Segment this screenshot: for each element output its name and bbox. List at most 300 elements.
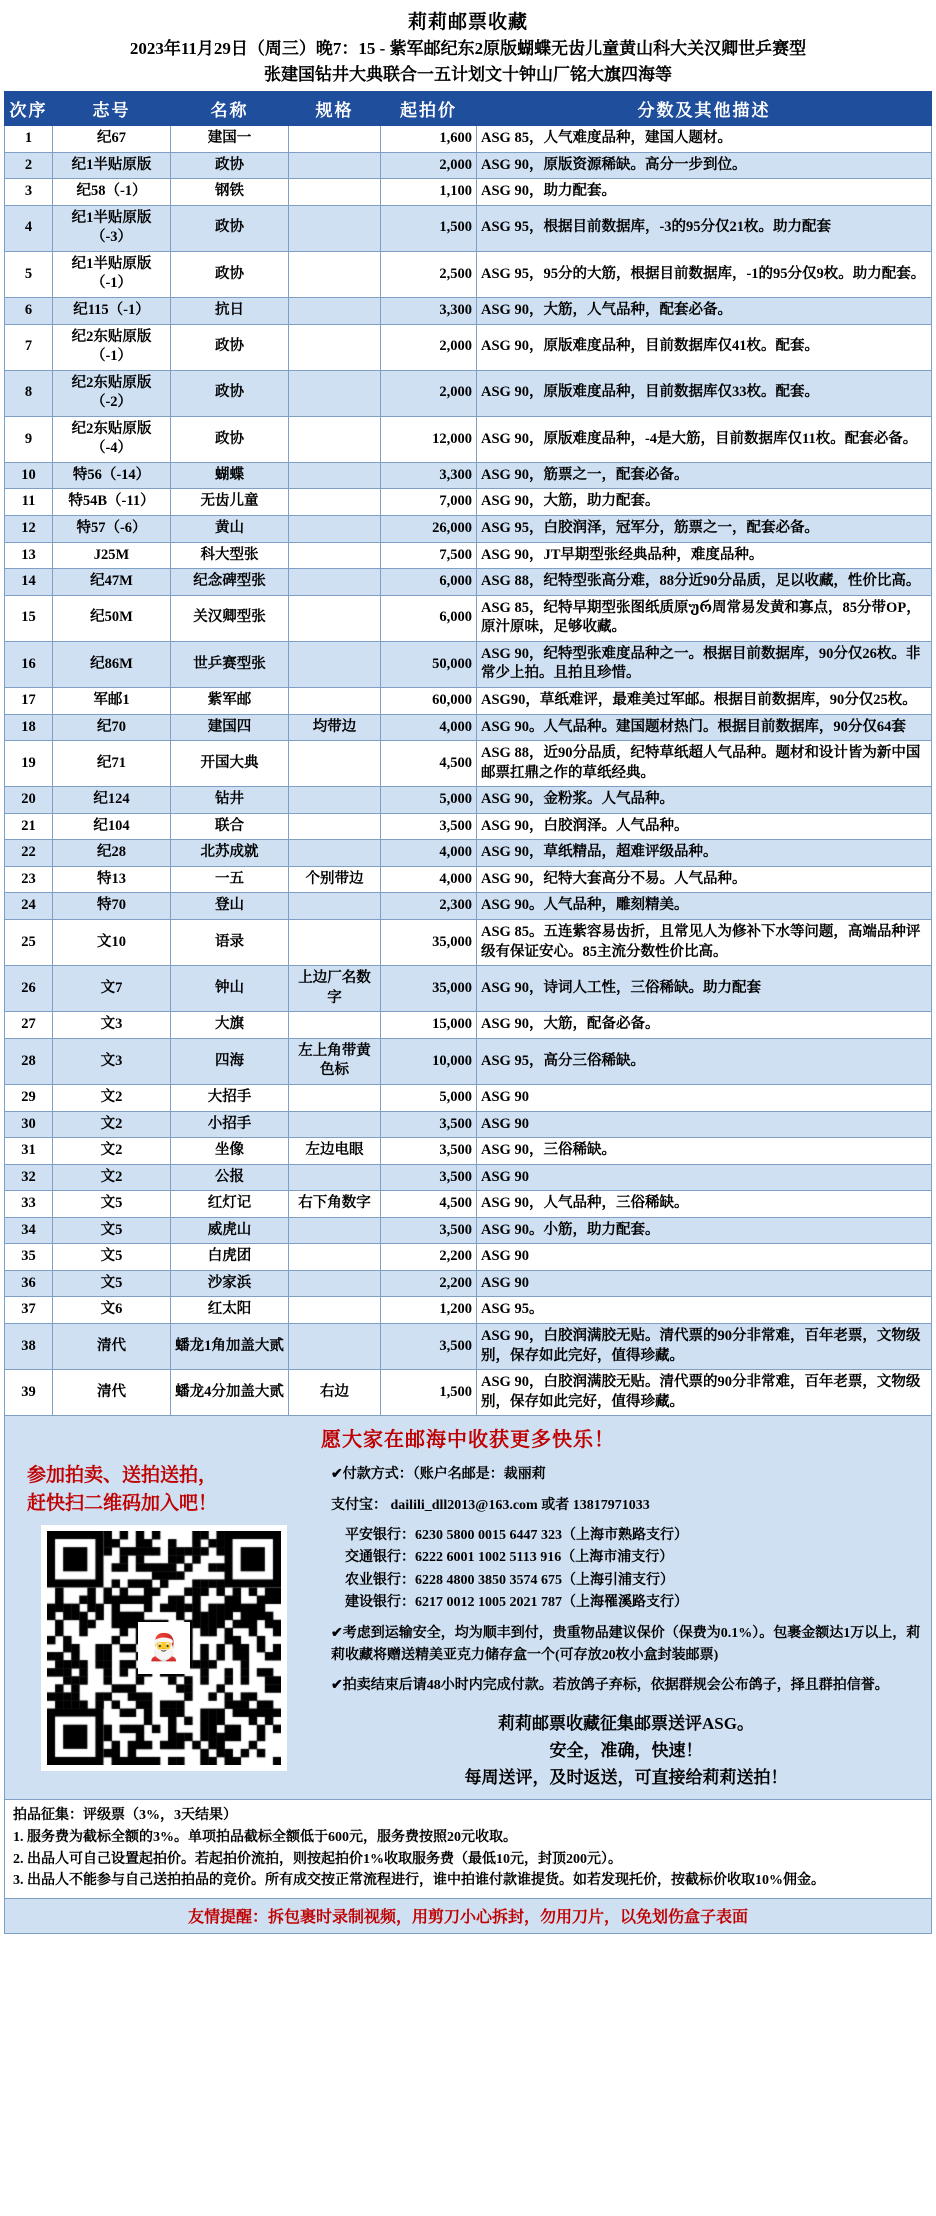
cell-description: ASG 95。	[477, 1297, 932, 1324]
cell-name: 钻井	[171, 787, 289, 814]
promo-call-line-1: 参加拍卖、送拍送拍，	[27, 1465, 218, 1487]
cell-spec	[289, 205, 381, 251]
cell-price: 2,000	[381, 152, 477, 179]
table-row	[5, 1191, 932, 1218]
cell-description: ASG 88，纪特型张高分难，88分近90分品质，足以收藏，性价比高。	[477, 569, 932, 596]
cell-spec	[289, 787, 381, 814]
table-row	[5, 1084, 932, 1111]
cell-spec	[289, 893, 381, 920]
table-row	[5, 840, 932, 867]
cell-price: 3,500	[381, 1164, 477, 1191]
cell-index: 13	[5, 542, 53, 569]
subtitle-line-1: 2023年11月29日（周三）晚7：15 - 紫军邮纪东2原版蝴蝶无齿儿童黄山科大关汉卿世乒赛型	[129, 39, 807, 58]
column-header-index: 次序	[5, 92, 53, 126]
cell-description: ASG 90，纪特型张难度品种之一。根据目前数据库，90分仅26枚。非常少上拍。且拍且珍惜。	[477, 641, 932, 687]
cell-index: 36	[5, 1270, 53, 1297]
cell-code: 纪115（-1）	[53, 297, 171, 324]
footer-reminder: 友情提醒：拆包裹时录制视频，用剪刀小心拆封，勿用刀片，以免划伤盒子表面	[4, 1899, 932, 1934]
cell-name: 沙家浜	[171, 1270, 289, 1297]
column-header-price: 起拍价	[381, 92, 477, 126]
cell-spec	[289, 1217, 381, 1244]
cell-description: ASG 90，原版难度品种，目前数据库仅33枚。配套。	[477, 370, 932, 416]
cell-spec: 右边	[289, 1370, 381, 1416]
cell-index: 31	[5, 1138, 53, 1165]
check-icon-3: ✔	[331, 1678, 343, 1694]
table-row	[5, 1038, 932, 1084]
table-row	[5, 1164, 932, 1191]
table-header-row	[5, 92, 932, 126]
cell-spec	[289, 297, 381, 324]
cell-index: 16	[5, 641, 53, 687]
cell-name: 政协	[171, 152, 289, 179]
cell-name: 开国大典	[171, 741, 289, 787]
promo-right-column	[323, 1458, 931, 1799]
cell-price: 35,000	[381, 920, 477, 966]
cell-index: 11	[5, 489, 53, 516]
cell-spec	[289, 840, 381, 867]
cell-name: 抗日	[171, 297, 289, 324]
cell-index: 34	[5, 1217, 53, 1244]
cell-spec	[289, 370, 381, 416]
table-row	[5, 1370, 932, 1416]
cell-spec	[289, 641, 381, 687]
cell-price: 3,300	[381, 462, 477, 489]
qr-center-logo-icon: 🎅	[138, 1622, 190, 1674]
shipping-note	[331, 1623, 921, 1668]
cell-price: 4,000	[381, 866, 477, 893]
table-row	[5, 297, 932, 324]
cell-code: 纪104	[53, 813, 171, 840]
cell-index: 21	[5, 813, 53, 840]
cell-name: 白虎团	[171, 1244, 289, 1271]
table-row	[5, 1297, 932, 1324]
cell-name: 蝴蝶	[171, 462, 289, 489]
cell-description: ASG 95，95分的大筋，根据目前数据库，-1的95分仅9枚。助力配套。	[477, 251, 932, 297]
cell-spec	[289, 813, 381, 840]
cell-code: 纪2东贴原版（-1）	[53, 324, 171, 370]
cell-description: ASG 95，白胶润泽，冠军分，筋票之一，配套必备。	[477, 516, 932, 543]
cell-code: 纪1半贴原版（-1）	[53, 251, 171, 297]
cell-price: 35,000	[381, 966, 477, 1012]
cell-name: 北苏成就	[171, 840, 289, 867]
cell-spec	[289, 324, 381, 370]
cell-name: 黄山	[171, 516, 289, 543]
cell-description: ASG 90，大筋，配备必备。	[477, 1012, 932, 1039]
cell-description: ASG 85，纪特早期型张图纸质原ურ周常易发黄和寡点，85分带OP，原汁原味，足够收藏。	[477, 595, 932, 641]
cell-spec	[289, 1324, 381, 1370]
cell-price: 2,200	[381, 1270, 477, 1297]
cell-spec	[289, 416, 381, 462]
cell-price: 2,000	[381, 370, 477, 416]
cell-code: 军邮1	[53, 687, 171, 714]
cell-index: 25	[5, 920, 53, 966]
cell-spec	[289, 251, 381, 297]
cell-index: 30	[5, 1111, 53, 1138]
cell-price: 7,500	[381, 542, 477, 569]
cell-code: 文3	[53, 1012, 171, 1039]
cell-price: 1,600	[381, 126, 477, 153]
cell-price: 1,200	[381, 1297, 477, 1324]
cell-price: 4,000	[381, 714, 477, 741]
cell-spec: 左上角带黄色标	[289, 1038, 381, 1084]
alipay-line: 支付宝： dailili_dll2013@163.com 或者 13817971033	[331, 1497, 650, 1513]
cell-spec	[289, 1270, 381, 1297]
qr-code-wrapper	[41, 1525, 287, 1771]
cell-index: 27	[5, 1012, 53, 1039]
cell-spec	[289, 1297, 381, 1324]
cell-spec	[289, 489, 381, 516]
table-row	[5, 1138, 932, 1165]
cell-code: 纪1半贴原版（-3）	[53, 205, 171, 251]
payment-title	[331, 1464, 921, 1486]
auction-table-body	[5, 126, 932, 1416]
cell-code: 纪50M	[53, 595, 171, 641]
cell-name: 钟山	[171, 966, 289, 1012]
table-row	[5, 787, 932, 814]
cell-price: 2,300	[381, 893, 477, 920]
cell-price: 2,000	[381, 324, 477, 370]
table-row	[5, 462, 932, 489]
cell-description: ASG 85，人气难度品种，建国人题材。	[477, 126, 932, 153]
table-row	[5, 569, 932, 596]
cell-name: 红灯记	[171, 1191, 289, 1218]
cell-index: 5	[5, 251, 53, 297]
cell-price: 3,300	[381, 297, 477, 324]
cell-description: ASG 90。人气品种。建国题材热门。根据目前数据库，90分仅64套	[477, 714, 932, 741]
cell-name: 大招手	[171, 1084, 289, 1111]
table-row	[5, 741, 932, 787]
payment-deadline-note	[331, 1675, 921, 1697]
cell-spec	[289, 569, 381, 596]
column-header-spec: 规格	[289, 92, 381, 126]
cell-price: 5,000	[381, 1084, 477, 1111]
rules-title: 拍品征集：评级票（3%，3天结果）	[13, 1808, 237, 1824]
bank-line: 交通银行：6222 6001 1002 5113 916（上海市浦支行）	[345, 1550, 674, 1566]
table-row	[5, 641, 932, 687]
cell-price: 3,500	[381, 1324, 477, 1370]
cell-index: 19	[5, 741, 53, 787]
cell-name: 建国一	[171, 126, 289, 153]
cell-index: 38	[5, 1324, 53, 1370]
table-row	[5, 687, 932, 714]
cell-index: 18	[5, 714, 53, 741]
cell-index: 15	[5, 595, 53, 641]
shipping-note-text: 考虑到运输安全，均为顺丰到付，贵重物品建议保价（保费为0.1%）。包裹金额达1万以上，莉莉收藏将赠送精美亚克力储存盒一个(可存放20枚小盒封装邮票)	[331, 1625, 921, 1663]
cell-index: 28	[5, 1038, 53, 1084]
table-row	[5, 324, 932, 370]
bank-line: 平安银行：6230 5800 0015 6447 323（上海市熟路支行）	[345, 1528, 688, 1544]
cell-price: 3,500	[381, 813, 477, 840]
cell-index: 39	[5, 1370, 53, 1416]
cell-description: ASG 90，大筋，人气品种，配套必备。	[477, 297, 932, 324]
cell-description: ASG 90，JT早期型张经典品种，难度品种。	[477, 542, 932, 569]
cell-code: 纪124	[53, 787, 171, 814]
cell-name: 关汉卿型张	[171, 595, 289, 641]
cell-name: 政协	[171, 416, 289, 462]
table-row	[5, 1244, 932, 1271]
cell-description: ASG 90	[477, 1111, 932, 1138]
cell-index: 7	[5, 324, 53, 370]
slogan-line-1: 莉莉邮票收藏征集邮票送评ASG。	[498, 1713, 754, 1733]
cell-description: ASG 90，白胶润泽。人气品种。	[477, 813, 932, 840]
cell-name: 建国四	[171, 714, 289, 741]
cell-index: 4	[5, 205, 53, 251]
table-row	[5, 866, 932, 893]
promo-section	[4, 1416, 932, 1800]
check-icon-2: ✔	[331, 1625, 343, 1641]
cell-spec: 右下角数字	[289, 1191, 381, 1218]
cell-code: 文5	[53, 1270, 171, 1297]
cell-price: 60,000	[381, 687, 477, 714]
cell-code: 纪1半贴原版	[53, 152, 171, 179]
cell-code: 纪47M	[53, 569, 171, 596]
cell-code: 特56（-14）	[53, 462, 171, 489]
cell-code: 纪71	[53, 741, 171, 787]
cell-code: 文10	[53, 920, 171, 966]
cell-index: 9	[5, 416, 53, 462]
subtitle-line-2: 张建国钻井大典联合一五计划文十钟山厂铭大旗四海等	[264, 64, 672, 84]
cell-spec	[289, 920, 381, 966]
table-row	[5, 920, 932, 966]
cell-spec	[289, 542, 381, 569]
cell-price: 3,500	[381, 1138, 477, 1165]
cell-index: 14	[5, 569, 53, 596]
cell-spec: 个别带边	[289, 866, 381, 893]
cell-price: 7,000	[381, 489, 477, 516]
cell-spec	[289, 1084, 381, 1111]
cell-name: 蟠龙4分加盖大贰	[171, 1370, 289, 1416]
table-row	[5, 1217, 932, 1244]
table-row	[5, 152, 932, 179]
cell-spec: 均带边	[289, 714, 381, 741]
table-row	[5, 542, 932, 569]
cell-name: 一五	[171, 866, 289, 893]
bank-line: 建设银行：6217 0012 1005 2021 787（上海罹溪路支行）	[345, 1595, 688, 1611]
cell-code: J25M	[53, 542, 171, 569]
table-row	[5, 416, 932, 462]
cell-price: 4,500	[381, 1191, 477, 1218]
column-header-desc: 分数及其他描述	[477, 92, 932, 126]
cell-name: 威虎山	[171, 1217, 289, 1244]
cell-price: 26,000	[381, 516, 477, 543]
cell-code: 特54B（-11）	[53, 489, 171, 516]
promo-body	[5, 1458, 931, 1799]
cell-price: 50,000	[381, 641, 477, 687]
cell-price: 3,500	[381, 1217, 477, 1244]
cell-code: 文6	[53, 1297, 171, 1324]
cell-price: 1,500	[381, 205, 477, 251]
service-slogan	[331, 1706, 921, 1792]
cell-code: 特13	[53, 866, 171, 893]
promo-call-line-2: 赶快扫二维码加入吧！	[27, 1492, 218, 1514]
cell-name: 语录	[171, 920, 289, 966]
cell-code: 文7	[53, 966, 171, 1012]
table-row	[5, 1324, 932, 1370]
cell-price: 15,000	[381, 1012, 477, 1039]
cell-spec	[289, 687, 381, 714]
cell-spec	[289, 179, 381, 206]
table-row	[5, 126, 932, 153]
cell-name: 科大型张	[171, 542, 289, 569]
cell-spec: 左边电眼	[289, 1138, 381, 1165]
cell-code: 纪67	[53, 126, 171, 153]
cell-index: 24	[5, 893, 53, 920]
table-row	[5, 595, 932, 641]
bank-account-list	[331, 1525, 921, 1615]
cell-name: 世乒赛型张	[171, 641, 289, 687]
rule-item-2: 2. 出品人可自己设置起拍价。若起拍价流拍，则按起拍价1%收取服务费（最低10元，封顶200元）。	[13, 1851, 622, 1867]
cell-description: ASG 90，诗词人工性，三俗稀缺。助力配套	[477, 966, 932, 1012]
table-row	[5, 370, 932, 416]
cell-description: ASG 85。五连紫容易齿折，且常见人为修补下水等问题，高端品种评级有保证安心。85主流分数性价比高。	[477, 920, 932, 966]
cell-code: 文5	[53, 1217, 171, 1244]
cell-price: 2,500	[381, 251, 477, 297]
cell-price: 12,000	[381, 416, 477, 462]
cell-name: 四海	[171, 1038, 289, 1084]
cell-code: 纪2东贴原版（-2）	[53, 370, 171, 416]
cell-code: 文2	[53, 1164, 171, 1191]
table-row	[5, 489, 932, 516]
check-icon-1: ✔	[331, 1467, 343, 1483]
cell-spec: 上边厂名数字	[289, 966, 381, 1012]
table-row	[5, 1270, 932, 1297]
cell-index: 37	[5, 1297, 53, 1324]
cell-index: 32	[5, 1164, 53, 1191]
cell-code: 特57（-6）	[53, 516, 171, 543]
cell-name: 钢铁	[171, 179, 289, 206]
cell-name: 联合	[171, 813, 289, 840]
cell-spec	[289, 126, 381, 153]
cell-code: 文2	[53, 1084, 171, 1111]
cell-index: 1	[5, 126, 53, 153]
cell-description: ASG 90	[477, 1270, 932, 1297]
cell-price: 1,100	[381, 179, 477, 206]
cell-description: ASG 90，大筋，助力配套。	[477, 489, 932, 516]
cell-index: 6	[5, 297, 53, 324]
cell-name: 政协	[171, 251, 289, 297]
slogan-line-3: 每周送评，及时返送，可直接给莉莉送拍！	[464, 1768, 788, 1788]
cell-code: 文3	[53, 1038, 171, 1084]
table-row	[5, 516, 932, 543]
page-title: 莉莉邮票收藏	[407, 12, 528, 33]
table-row	[5, 966, 932, 1012]
cell-name: 公报	[171, 1164, 289, 1191]
cell-code: 特70	[53, 893, 171, 920]
cell-price: 6,000	[381, 595, 477, 641]
cell-description: ASG 90	[477, 1084, 932, 1111]
cell-code: 文2	[53, 1138, 171, 1165]
cell-name: 登山	[171, 893, 289, 920]
cell-code: 文5	[53, 1244, 171, 1271]
qr-code-image[interactable]	[47, 1531, 281, 1765]
cell-index: 33	[5, 1191, 53, 1218]
cell-code: 文2	[53, 1111, 171, 1138]
cell-index: 17	[5, 687, 53, 714]
table-row	[5, 251, 932, 297]
cell-description: ASG 90，原版资源稀缺。高分一步到位。	[477, 152, 932, 179]
slogan-line-2: 安全，准确，快速！	[549, 1740, 703, 1760]
cell-name: 大旗	[171, 1012, 289, 1039]
payment-deadline-text: 拍卖结束后请48小时内完成付款。若放鸽子弃标，依据群规会公布鸽子，择且群拍信誉。	[342, 1678, 889, 1694]
cell-index: 8	[5, 370, 53, 416]
cell-spec	[289, 1244, 381, 1271]
cell-description: ASG 90，白胶润满胶无贴。清代票的90分非常难，百年老票，文物级别，保存如此完好，值得珍藏。	[477, 1324, 932, 1370]
cell-name: 坐像	[171, 1138, 289, 1165]
table-row	[5, 1012, 932, 1039]
cell-price: 2,200	[381, 1244, 477, 1271]
table-row	[5, 1111, 932, 1138]
cell-price: 5,000	[381, 787, 477, 814]
cell-code: 纪58（-1）	[53, 179, 171, 206]
cell-spec	[289, 741, 381, 787]
cell-index: 22	[5, 840, 53, 867]
cell-description: ASG 90，原版难度品种，-4是大筋，目前数据库仅11枚。配套必备。	[477, 416, 932, 462]
cell-code: 纪2东贴原版（-4）	[53, 416, 171, 462]
promo-call-to-action	[11, 1462, 317, 1517]
table-row	[5, 179, 932, 206]
cell-spec	[289, 595, 381, 641]
cell-description: ASG 90，原版难度品种，目前数据库仅41枚。配套。	[477, 324, 932, 370]
column-header-name: 名称	[171, 92, 289, 126]
cell-description: ASG 90，筋票之一，配套必备。	[477, 462, 932, 489]
payment-title-text: 付款方式：（账户名邮是：裁丽莉	[342, 1467, 546, 1483]
cell-name: 纪念碑型张	[171, 569, 289, 596]
cell-index: 23	[5, 866, 53, 893]
cell-description: ASG 90，金粉浆。人气品种。	[477, 787, 932, 814]
cell-index: 20	[5, 787, 53, 814]
cell-description: ASG 88，近90分品质，纪特草纸超人气品种。题材和设计皆为新中国邮票扛鼎之作的草纸经典。	[477, 741, 932, 787]
column-header-code: 志号	[53, 92, 171, 126]
cell-name: 紫军邮	[171, 687, 289, 714]
cell-price: 4,000	[381, 840, 477, 867]
cell-index: 35	[5, 1244, 53, 1271]
cell-description: ASG 90，人气品种，三俗稀缺。	[477, 1191, 932, 1218]
cell-index: 10	[5, 462, 53, 489]
auction-table	[4, 91, 932, 1416]
cell-name: 政协	[171, 205, 289, 251]
cell-description: ASG 90，白胶润满胶无贴。清代票的90分非常难，百年老票，文物级别，保存如此完好，值得珍藏。	[477, 1370, 932, 1416]
cell-description: ASG 90，草纸精品，超难评级品种。	[477, 840, 932, 867]
cell-name: 政协	[171, 324, 289, 370]
cell-code: 文5	[53, 1191, 171, 1218]
cell-name: 政协	[171, 370, 289, 416]
cell-price: 3,500	[381, 1111, 477, 1138]
rule-item-3: 3. 出品人不能参与自己送拍拍品的竞价。所有成交按正常流程进行，谁中拍谁付款谁提货。如若发现托价，按截标价收取10%佣金。	[13, 1873, 825, 1889]
cell-index: 12	[5, 516, 53, 543]
bank-line: 农业银行：6228 4800 3850 3574 675（上海引浦支行）	[345, 1572, 674, 1588]
cell-description: ASG 90，纪特大套高分不易。人气品种。	[477, 866, 932, 893]
cell-index: 2	[5, 152, 53, 179]
cell-name: 无齿儿童	[171, 489, 289, 516]
cell-spec	[289, 1012, 381, 1039]
cell-code: 清代	[53, 1370, 171, 1416]
cell-description: ASG 90，三俗稀缺。	[477, 1138, 932, 1165]
cell-name: 小招手	[171, 1111, 289, 1138]
cell-spec	[289, 1111, 381, 1138]
cell-description: ASG 90。人气品种，雕刻精美。	[477, 893, 932, 920]
cell-description: ASG 90	[477, 1244, 932, 1271]
cell-description: ASG 90。小筋，助力配套。	[477, 1217, 932, 1244]
cell-index: 26	[5, 966, 53, 1012]
table-row	[5, 205, 932, 251]
table-row	[5, 893, 932, 920]
table-row	[5, 813, 932, 840]
cell-code: 纪28	[53, 840, 171, 867]
cell-description: ASG90，草纸难评，最难美过军邮。根据目前数据库，90分仅25枚。	[477, 687, 932, 714]
table-row	[5, 714, 932, 741]
cell-price: 6,000	[381, 569, 477, 596]
cell-description: ASG 90	[477, 1164, 932, 1191]
